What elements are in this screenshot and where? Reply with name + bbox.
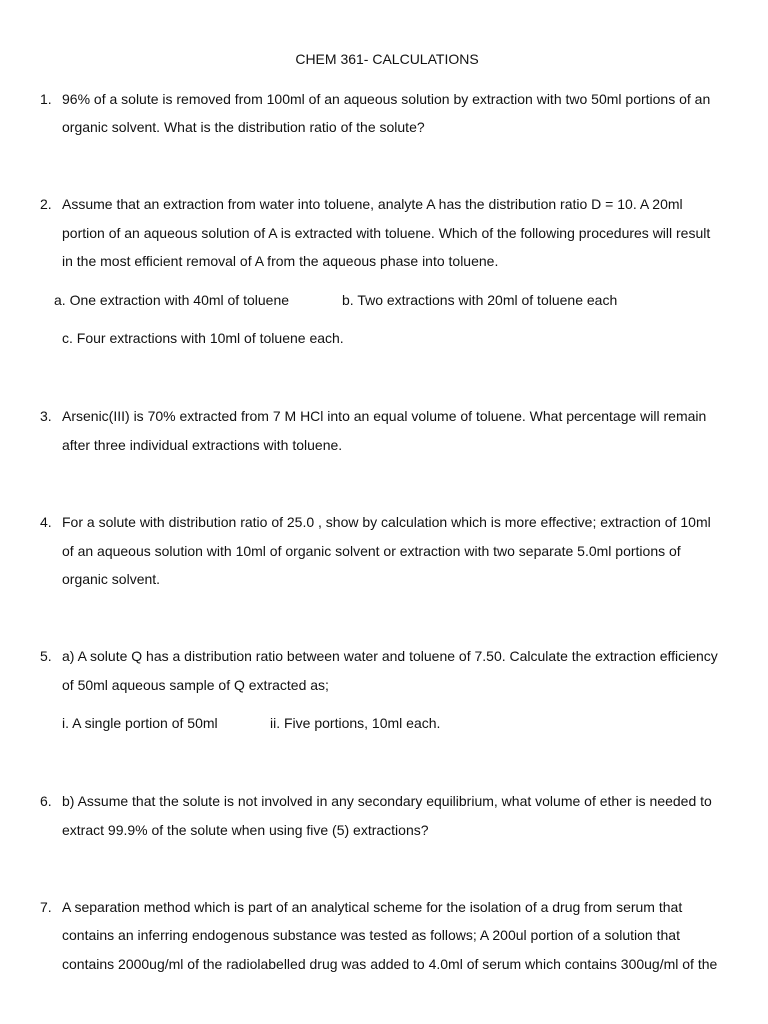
page-title: CHEM 361- CALCULATIONS <box>295 51 479 67</box>
question-text-line: a) A solute Q has a distribution ratio between water and toluene of 7.50. Calculate the extraction efficiency <box>62 648 718 664</box>
question-number: 7. <box>40 899 52 915</box>
question-text-line: extract 99.9% of the solute when using five (5) extractions? <box>62 822 429 838</box>
question-text-line: b) Assume that the solute is not involved in any secondary equilibrium, what volume of ether is needed to <box>62 793 712 809</box>
question-text-line: contains an inferring endogenous substance was tested as follows; A 200ul portion of a solution that <box>62 927 680 943</box>
question-text-line: portion of an aqueous solution of A is extracted with toluene. Which of the following procedures will result <box>62 225 711 241</box>
option-ii: ii. Five portions, 10ml each. <box>270 715 441 731</box>
question-text-line: contains 2000ug/ml of the radiolabelled drug was added to 4.0ml of serum which contains 300ug/ml of the <box>62 956 718 972</box>
question-number: 6. <box>40 793 52 809</box>
question-text-line: A separation method which is part of an analytical scheme for the isolation of a drug from serum that <box>62 899 683 915</box>
question-text-line: of 50ml aqueous sample of Q extracted as; <box>62 677 329 693</box>
option-c: c. Four extractions with 10ml of toluene each. <box>62 330 344 346</box>
question-text-line: organic solvent. What is the distribution ratio of the solute? <box>62 119 425 135</box>
question-number: 5. <box>40 648 52 664</box>
question-number: 3. <box>40 408 52 424</box>
question-number: 1. <box>40 91 52 107</box>
question-text-line: Arsenic(III) is 70% extracted from 7 M HCl into an equal volume of toluene. What percentage will remain <box>62 408 707 424</box>
question-text-line: Assume that an extraction from water into toluene, analyte A has the distribution ratio D = 10. A 20ml <box>62 196 683 212</box>
question-number: 2. <box>40 196 52 212</box>
option-a: a. One extraction with 40ml of toluene <box>54 292 290 308</box>
option-i: i. A single portion of 50ml <box>62 715 218 731</box>
question-text-line: 96% of a solute is removed from 100ml of an aqueous solution by extraction with two 50ml portions of an <box>62 91 711 107</box>
question-text-line: in the most efficient removal of A from the aqueous phase into toluene. <box>62 253 499 269</box>
question-text-line: of an aqueous solution with 10ml of organic solvent or extraction with two separate 5.0ml portions of <box>62 543 681 559</box>
option-b: b. Two extractions with 20ml of toluene each <box>342 292 618 308</box>
question-text-line: organic solvent. <box>62 571 161 587</box>
question-number: 4. <box>40 514 52 530</box>
question-text-line: For a solute with distribution ratio of 25.0 , show by calculation which is more effective; extraction of 10ml <box>62 514 711 530</box>
question-text-line: after three individual extractions with toluene. <box>62 437 343 453</box>
